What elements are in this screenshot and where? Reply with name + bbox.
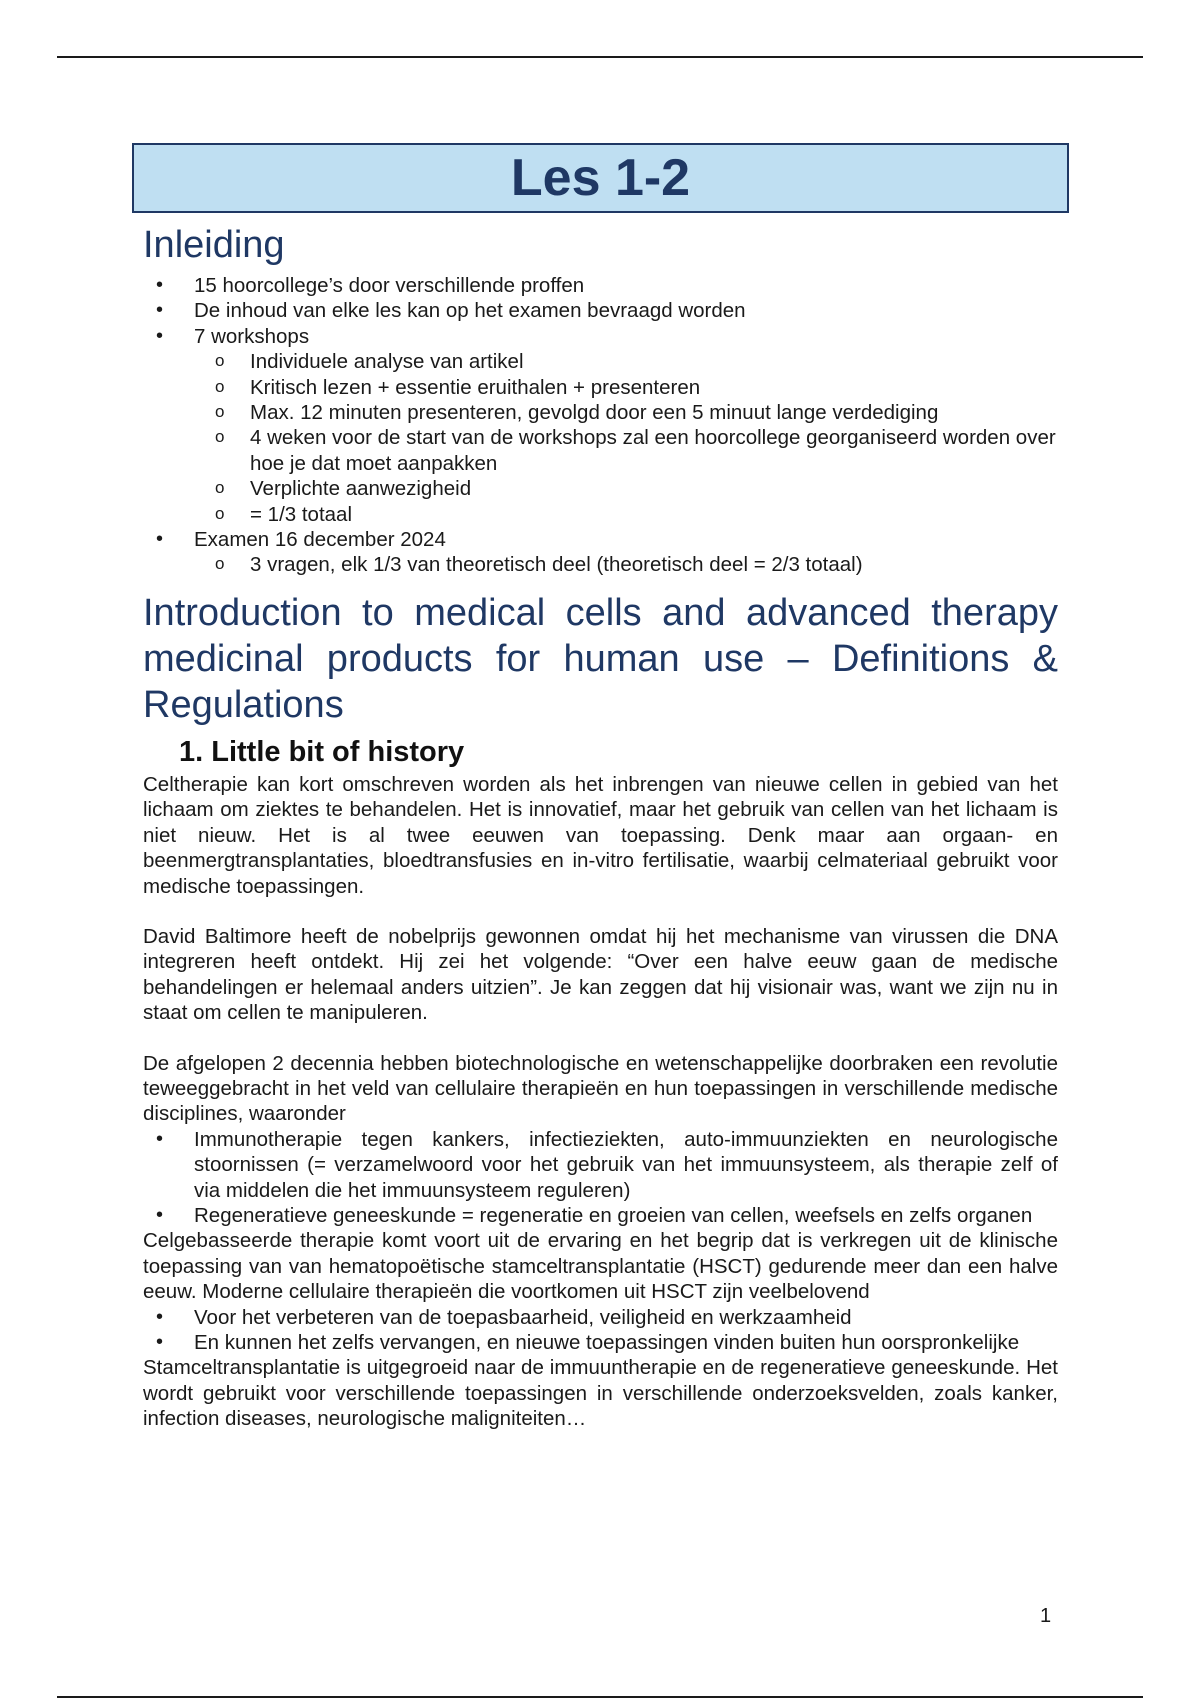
sublist-item: o Kritisch lezen + essentie eruithalen + presenteren — [143, 375, 1058, 400]
header-rule — [57, 56, 1143, 58]
paragraph-baltimore: David Baltimore heeft de nobelprijs gewonnen omdat hij het mechanisme van virussen die DNA integreren heeft ontdekt. Hij zei het volgende: “Over een halve eeuw gaan de medische behandelingen er helemaal anders uitzien”. Je kan zeggen dat hij visionair was, want we zijn nu in staat om cellen te manipuleren. — [143, 924, 1058, 1025]
intro-section — [143, 273, 1058, 578]
exam-sublist — [194, 552, 1058, 577]
hsct-bullet-list — [143, 1305, 1058, 1356]
history-section — [143, 772, 1058, 1432]
sublist-item: o Individuele analyse van artikel — [143, 349, 1058, 374]
list-item — [143, 527, 1058, 578]
list-item — [143, 298, 1058, 323]
list-item — [143, 324, 1058, 527]
chapter-heading: Introduction to medical cells and advanced therapy medicinal products for human use – Definitions & Regulations — [143, 591, 1058, 726]
workshop-sublist — [194, 349, 1058, 527]
title-banner — [132, 143, 1069, 213]
list-item: • Voor het verbeteren van de toepasbaarheid, veiligheid en werkzaamheid — [143, 1305, 1058, 1330]
section-heading: 1. Little bit of history — [179, 735, 465, 768]
list-item-text: 7 workshops — [194, 324, 310, 348]
list-item: • Regeneratieve geneeskunde = regeneratie en groeien van cellen, weefsels en zelfs organen — [143, 1203, 1058, 1228]
list-item-text: Examen 16 december 2024 — [194, 528, 446, 552]
document-body — [143, 222, 1058, 1432]
document-title: Les 1-2 — [510, 149, 691, 207]
sublist-item: o Max. 12 minuten presenteren, gevolgd door een 5 minuut lange verdediging — [143, 400, 1058, 425]
list-item-text: 15 hoorcollege’s door verschillende proffen — [194, 274, 585, 297]
sublist-item: o = 1/3 totaal — [143, 502, 1058, 527]
paragraph-stamcel: Stamceltransplantatie is uitgegroeid naar de immuuntherapie en de regeneratieve geneeskunde. Het wordt gebruikt voor verschillende toepassingen in verschillende onderzoeksvelden, zoals kanker, infection diseases, neurologische maligniteiten… — [143, 1356, 1058, 1431]
sublist-item: o 4 weken voor de start van de workshops zal een hoorcollege georganiseerd worden over hoe je dat moet aanpakken — [143, 425, 1058, 476]
paragraph-hsct: Celgebasseerde therapie komt voort uit de ervaring en het begrip dat is verkregen uit de klinische toepassing van van hematopoëtische stamceltransplantatie (HSCT) gedurende meer dan een halve eeuw. Moderne cellulaire therapieën die voortkomen uit HSCT zijn veelbelovend — [143, 1229, 1058, 1304]
intro-bullet-list — [143, 273, 1058, 578]
paragraph-celtherapie: Celtherapie kan kort omschreven worden als het inbrengen van nieuwe cellen in gebied van het lichaam om ziektes te behandelen. Het is innovatief, maar het gebruik van cellen van het lichaam is niet nieuw. Het is al twee eeuwen van toepassing. Denk maar aan orgaan- en beenmergtransplantaties, bloedtransfusies en in-vitro fertilisatie, waarbij celmateriaal gebruikt voor medische toepassingen. — [143, 772, 1058, 898]
list-item: • En kunnen het zelfs vervangen, en nieuwe toepassingen vinden buiten hun oorspronkelijke — [143, 1330, 1058, 1355]
footer-rule — [57, 1696, 1143, 1698]
intro-heading: Inleiding — [143, 224, 285, 266]
list-item — [143, 273, 1058, 298]
sublist-item: o Verplichte aanwezigheid — [143, 476, 1058, 501]
therapy-bullet-list — [143, 1127, 1058, 1229]
sublist-item: o 3 vragen, elk 1/3 van theoretisch deel (theoretisch deel = 2/3 totaal) — [143, 552, 1058, 577]
paragraph-decennia: De afgelopen 2 decennia hebben biotechnologische en wetenschappelijke doorbraken een revolutie teweeggebracht in het veld van cellulaire therapieën en hun toepassingen in verschillende medische disciplines, waaronder — [143, 1051, 1058, 1126]
page-number: 1 — [1040, 1605, 1052, 1627]
list-item-text: De inhoud van elke les kan op het examen bevraagd worden — [194, 299, 746, 323]
list-item: • Immunotherapie tegen kankers, infectieziekten, auto-immuunziekten en neurologische stoornissen (= verzamelwoord voor het gebruik van het immuunsysteem, als therapie zelf of via middelen die het immuunsysteem reguleren) — [143, 1127, 1058, 1203]
